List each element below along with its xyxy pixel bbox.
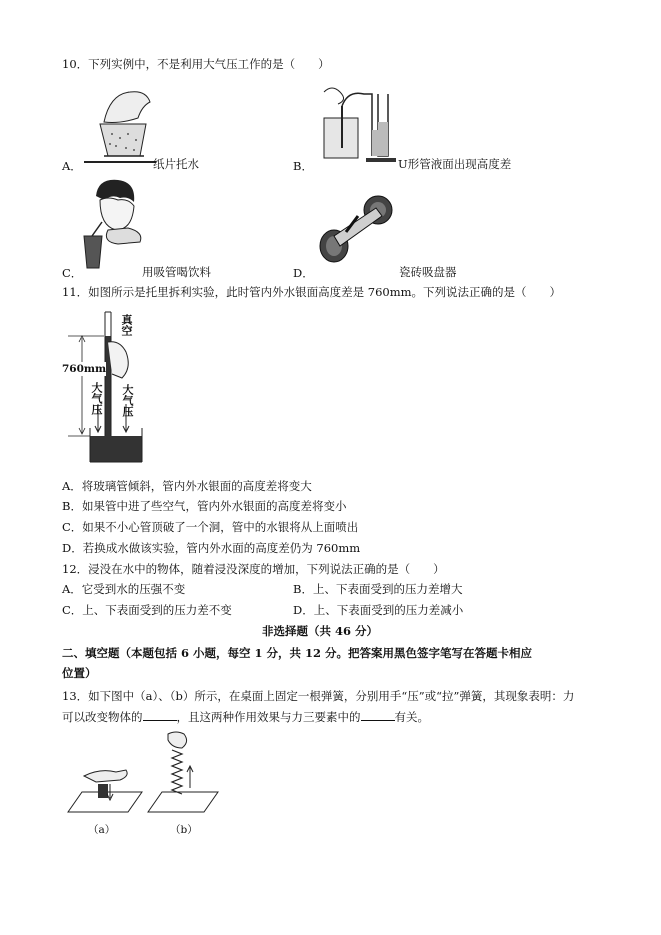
q11-option-a: A．将玻璃管倾斜，管内外水银面的高度差将变大	[62, 479, 312, 493]
q12-stem: 12．浸没在水中的物体，随着浸没深度的增加，下列说法正确的是（ ）	[62, 562, 445, 576]
q11-label-atm-right: 大气压	[121, 384, 134, 417]
q10-option-c-letter: C．	[62, 266, 83, 280]
q13-blank-1[interactable]	[143, 709, 177, 721]
q12-option-a: A．它受到水的压强不变	[62, 582, 186, 596]
q10-figure-c-straw-drink	[78, 176, 148, 270]
q10-figure-d-suction-cup	[316, 192, 398, 270]
q10-option-b-text: U形管液面出现高度差	[398, 157, 512, 171]
q12-option-c: C．上、下表面受到的压力差不变	[62, 603, 232, 617]
q11-option-c: C．如果不小心管顶破了一个洞，管中的水银将从上面喷出	[62, 520, 359, 534]
q10-stem: 10．下列实例中，不是利用大气压工作的是（ ）	[62, 57, 330, 71]
q13-line2-part1: 可以改变物体的	[62, 710, 143, 724]
q11-torricelli-figure	[60, 308, 150, 466]
fill-section-title-line2: 位置）	[62, 666, 97, 680]
q10-option-c-text: 用吸管喝饮料	[142, 265, 211, 279]
q10-option-d-letter: D．	[293, 266, 314, 280]
q13-figure-b-pull-spring	[146, 730, 220, 818]
q13-line2-part3: 有关。	[394, 710, 429, 724]
q13-figure-label-a: （a）	[88, 824, 116, 836]
q13-figure-a-press-spring	[66, 762, 144, 818]
q13-stem-line1: 13．如下图中（a）、（b）所示，在桌面上固定一根弹簧，分别用手“压”或“拉”弹簧，其现象表明：力	[62, 689, 575, 703]
q12-option-d: D．上、下表面受到的压力差减小	[293, 603, 464, 617]
q10-option-a-text: 纸片托水	[153, 157, 199, 171]
q11-option-d: D．若换成水做该实验，管内外水面的高度差仍为 760mm	[62, 541, 361, 555]
q13-blank-2[interactable]	[361, 709, 395, 721]
q13-stem-line2	[62, 709, 429, 725]
q12-option-b: B．上、下表面受到的压力差增大	[293, 582, 463, 596]
q10-option-a-letter: A．	[62, 159, 82, 173]
q10-figure-a-paper-water	[80, 84, 158, 170]
q13-figure-label-b: （b）	[170, 824, 198, 836]
q10-option-b-letter: B．	[293, 159, 313, 173]
q11-label-vacuum: 真空	[120, 314, 133, 336]
q10-figure-b-u-tube	[318, 82, 400, 166]
q10-option-d-text: 瓷砖吸盘器	[399, 265, 457, 279]
q11-stem: 11．如图所示是托里拆利实验，此时管内外水银面高度差是 760mm。下列说法正确的是（ ）	[62, 285, 562, 299]
q11-label-atm-left: 大气压	[90, 382, 103, 415]
q13-line2-part2: ，且这两种作用效果与力三要素中的	[176, 710, 361, 724]
fill-section-title-line1: 二、填空题（本题包括 6 小题，每空 1 分，共 12 分。把答案用黑色签字笔写在答题卡相应	[62, 646, 533, 660]
nonchoice-section-title: 非选择题（共 46 分）	[262, 624, 379, 638]
q11-label-760mm: 760mm	[62, 363, 107, 375]
q11-option-b: B．如果管中进了些空气，管内外水银面的高度差将变小	[62, 499, 347, 513]
